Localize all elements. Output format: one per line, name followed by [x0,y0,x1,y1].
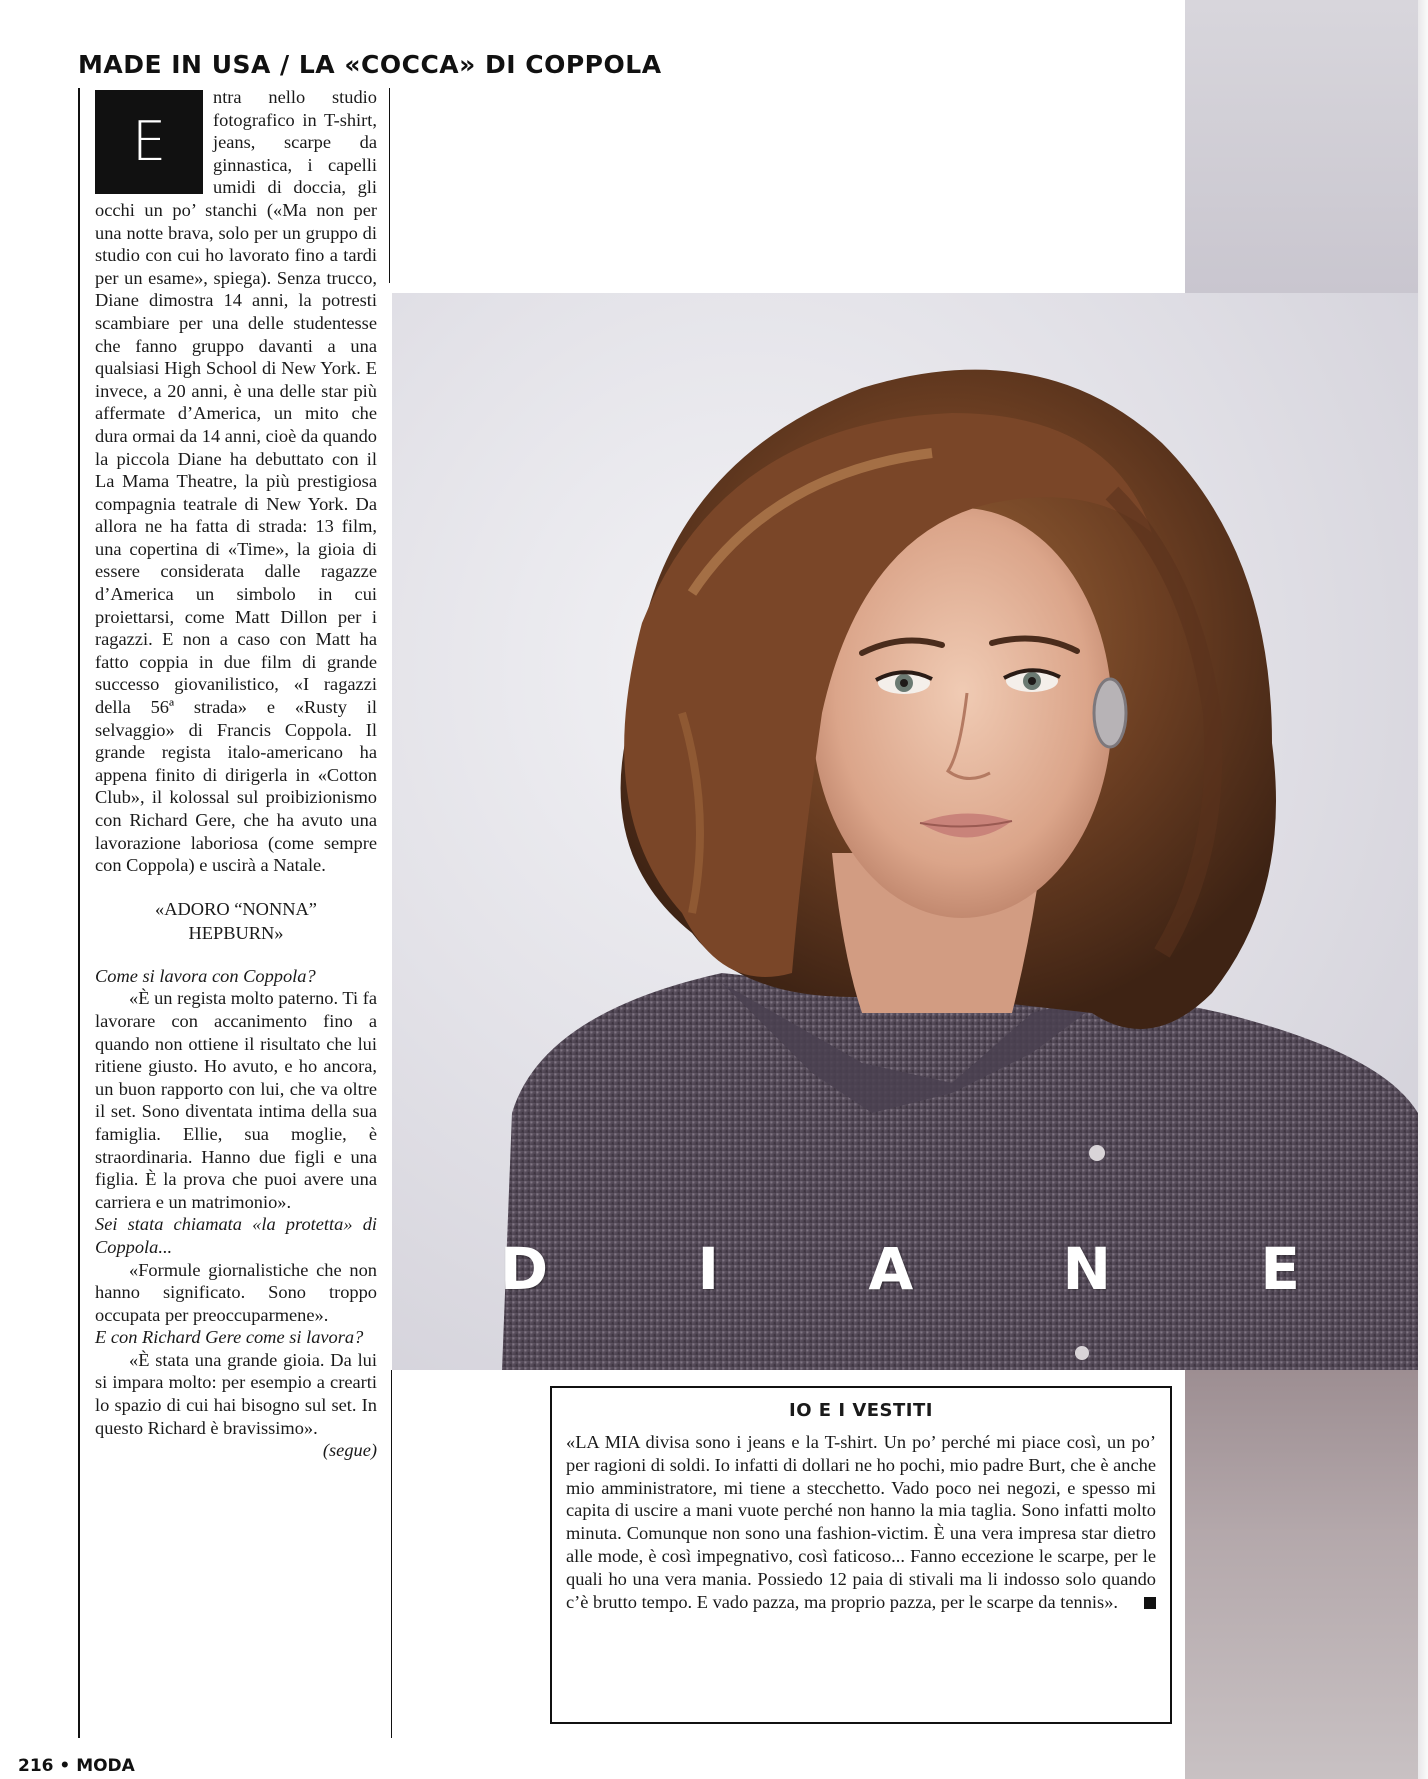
end-mark-icon [1144,1597,1156,1609]
button-detail [1089,1145,1105,1161]
sidebar-box [550,1386,1172,1724]
portrait-illustration [392,293,1418,1370]
subhead-line-1: «ADORO “NONNA” [155,898,317,919]
decorative-grey-panel-top [1185,0,1428,293]
page-edge [1418,0,1428,1779]
section-subhead [95,897,377,945]
interview-question: E con Richard Gere come si lavora? [95,1327,364,1348]
article-headline: MADE IN USA / LA «COCCA» DI COPPOLA [78,50,662,79]
interview-answer: «Formule giornalistiche che non hanno significato. Sono troppo occupata per preoccuparmene». [95,1259,377,1325]
intro-paragraph [95,86,377,877]
drop-cap: E [95,90,203,194]
caption-letter: A [868,1235,914,1303]
article-body [95,86,377,1462]
caption-letter: D [500,1235,549,1303]
interview-question: Come si lavora con Coppola? [95,965,316,986]
photo-caption-diane [500,1235,1300,1303]
caption-letter: I [697,1235,720,1303]
intro-text: ntra nello studio fotografico in T-shirt, jeans, scarpe da ginnastica, i capelli umidi di doccia, gli occhi un po’ stanchi («Ma non per una notte brava, solo per un gruppo di studio con cui ho lavorato fino a tardi per un esame», spiega). Senza trucco, Diane dimostra 14 anni, la potresti scambiare per una delle studentesse che fanno gruppo davanti a una qualsiasi High School di New York. E invece, a 20 anni, è una delle star più affermate d’America, un mito che dura ormai da 14 anni, cioè da quando la piccola Diane ha debuttato con il La Mama Theatre, la più prestigiosa compagnia teatrale di New York. Da allora ne ha fatta di strada: 13 film, una copertina di «Time», la gioia di essere considerata dalle ragazze d’America un simbolo in cui proiettarsi, come Matt Dillon per i ragazzi. E non a caso con Matt ha fatto coppia in due film di grande successo giovanilistico, «I ragazzi della 56ª strada» e «Rusty il selvaggio» di Francis Coppola. Il grande regista italo-americano ha appena finito di dirigerla in «Cotton Club», il kolossal sul proibizionismo con Richard Gere, che ha avuto una lavorazione laboriosa (come sempre con Coppola) e uscirà a Natale. [95,87,377,876]
interview-question: Sei stata chiamata «la protetta» di Coppola... [95,1214,377,1257]
sidebar-title: IO E I VESTITI [789,1400,933,1421]
interview-answer: «È un regista molto paterno. Ti fa lavorare con accanimento fino a quando non ottiene il risultato che lui ritiene giusto. Ho avuto, e ho ancora, un buon rapporto con lui, che va oltre il set. Sono diventata intima della sua famiglia. Ellie, sua moglie, è straordinaria. Hanno due figli e una figlia. È la prova che puoi avere una carriera e un matrimonio». [95,988,377,1212]
caption-letter: E [1260,1235,1300,1303]
column-rule-left [78,88,80,1738]
sidebar-text [566,1431,1156,1613]
decorative-mauve-panel-bottom [1185,1370,1428,1779]
column-rule-right-bottom [391,1370,392,1738]
page-folio: 216 • MODA [18,1756,135,1776]
column-rule-right-top [389,88,390,283]
interview-answer: «È stata una grande gioia. Da lui si impara molto: per esempio a crearti lo spazio di cui hai bisogno sul set. In questo Richard è bravissimo». [95,1349,377,1438]
caption-letter: N [1062,1235,1112,1303]
continued-label: (segue) [322,1440,377,1461]
subhead-line-2: HEPBURN» [188,922,284,943]
portrait-photo [392,293,1418,1370]
sidebar-body: «LA MIA divisa sono i jeans e la T-shirt. Un po’ perché mi piace così, un po’ per ragioni di soldi. Io infatti di dollari ne ho pochi, mio padre Burt, che è anche mio amministratore, mi tiene a stecchetto. Vado poco nei negozi, e spesso mi capita di uscire a mani vuote perché non hanno la mia taglia. Sono infatti molto minuta. Comunque non sono una fashion-victim. È una vera impresa star dietro alle mode, è così impegnativo, così faticoso... Fanno eccezione le scarpe, per le quali ho una vera mania. Possiedo 12 paia di stivali ma li indosso solo quando c’è brutto tempo. E vado pazza, ma proprio pazza, per le scarpe da tennis». [566,1432,1156,1612]
